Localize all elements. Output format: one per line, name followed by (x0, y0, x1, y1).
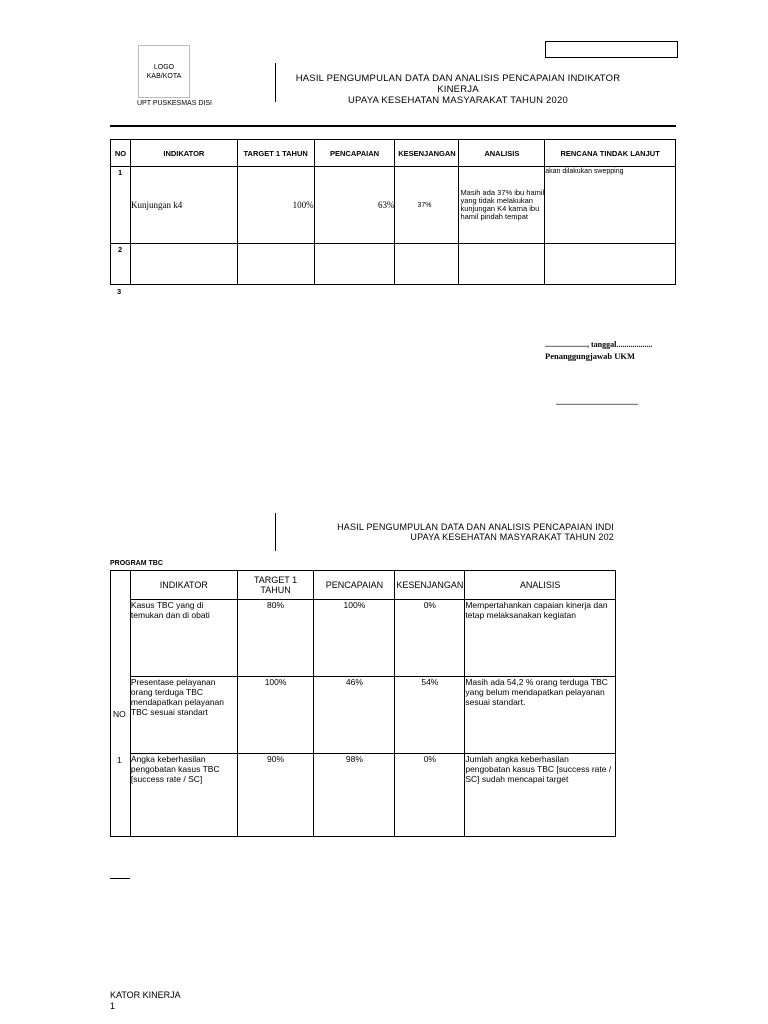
row-target: 100% (237, 677, 314, 754)
row-pencapaian: 63% (314, 167, 395, 244)
col-indikator: INDIKATOR (130, 571, 237, 600)
col-target: TARGET 1 TAHUN (237, 140, 314, 167)
top-right-box (545, 41, 678, 58)
table-header-row (111, 140, 676, 167)
program-label: PROGRAM TBC (110, 560, 163, 567)
col-no: NO (111, 140, 131, 167)
row-kesenjangan: 37% (395, 167, 459, 244)
row-target: 100% (237, 167, 314, 244)
col-rtl: RENCANA TINDAK LANJUT (545, 140, 676, 167)
trailing-row-no: 3 (117, 287, 122, 296)
title2-line1: HASIL PENGUMPULAN DATA DAN ANALISIS PENCAPAIAN INDI (337, 522, 614, 532)
row-target: 80% (237, 600, 314, 677)
logo-line1: LOGO (153, 63, 175, 71)
row-no: 2 (111, 244, 131, 285)
title-line1: HASIL PENGUMPULAN DATA DAN ANALISIS PENCAPAIAN INDIKATOR KINERJA (295, 73, 621, 95)
signature-name-line: ......................................... (556, 398, 638, 407)
col-pencapaian: PENCAPAIAN (314, 140, 395, 167)
col-indikator: INDIKATOR (130, 140, 237, 167)
table-row (111, 677, 616, 754)
row-kesenjangan: 0% (395, 600, 465, 677)
footer-line2: 1 (110, 1001, 116, 1011)
row-indikator: Kunjungan k4 (130, 167, 237, 244)
col-analisis: ANALISIS (465, 571, 616, 600)
row-indikator: Kasus TBC yang di temukan dan di obati (130, 600, 237, 677)
col-analisis: ANALISIS (459, 140, 545, 167)
footer-text (110, 990, 181, 1012)
row-kesenjangan (395, 244, 459, 285)
row-kesenjangan: 54% (395, 677, 465, 754)
row-indikator: Presentase pelayanan orang terduga TBC mendapatkan pelayanan TBC sesuai standart (130, 677, 237, 754)
row-pencapaian (314, 244, 395, 285)
header-divider-2 (275, 513, 276, 551)
header-divider (275, 63, 276, 102)
logo-line2: KAB/KOTA (146, 72, 182, 80)
title2-line2: UPAYA KESEHATAN MASYARAKAT TAHUN 202 (410, 532, 614, 542)
row-pencapaian: 100% (314, 600, 395, 677)
table-row (111, 167, 676, 244)
title-line2: UPAYA KESEHATAN MASYARAKAT TAHUN 2020 (348, 95, 568, 106)
indikator-table-2 (110, 570, 616, 837)
logo-placeholder (138, 45, 190, 98)
row-target: 90% (237, 754, 314, 837)
row-pencapaian: 46% (314, 677, 395, 754)
table-row (111, 600, 616, 677)
row-rtl: akan dilakukan swepping (545, 167, 676, 244)
row-analisis (459, 244, 545, 285)
place-date: ....................., tanggal.................. (545, 340, 653, 349)
page-title-2 (282, 522, 614, 542)
row-analisis: Jumlah angka keberhasilan pengobatan kasus TBC [success rate / SC] sudah mencapai target (465, 754, 616, 837)
col-kesenjangan: KESENJANGAN (395, 140, 459, 167)
row-analisis: Masih ada 54,2 % orang terduga TBC yang belum mendapatkan pelayanan sesuai standart. (465, 677, 616, 754)
col-pencapaian: PENCAPAIAN (314, 571, 395, 600)
table-header-row (111, 571, 616, 600)
table-row (111, 244, 676, 285)
short-rule (110, 878, 130, 879)
col-target: TARGET 1 TAHUN (237, 571, 314, 600)
row-pencapaian: 98% (314, 754, 395, 837)
row-no: 1 (111, 167, 131, 244)
no-label: NO (113, 709, 126, 719)
page-title (278, 73, 638, 106)
row-kesenjangan: 0% (395, 754, 465, 837)
header-rule (110, 125, 676, 127)
row-analisis: Masih ada 37% ibu hamil yang tidak melakukan kunjungan K4 karna ibu hamil pindah tempat (459, 167, 545, 244)
row-target (237, 244, 314, 285)
signature-role: Penanggungjawab UKM (545, 351, 635, 361)
col-kesenjangan: KESENJANGAN (395, 571, 465, 600)
no-value: 1 (117, 755, 122, 765)
row-indikator (130, 244, 237, 285)
no-column (111, 571, 131, 837)
table-row (111, 754, 616, 837)
unit-name: UPT PUSKESMAS DISI (137, 100, 212, 107)
row-analisis: Mempertahankan capaian kinerja dan tetap melaksanakan kegiatan (465, 600, 616, 677)
indikator-table-1 (110, 139, 676, 285)
row-rtl (545, 244, 676, 285)
footer-line1: KATOR KINERJA (110, 990, 181, 1000)
row-indikator: Angka keberhasilan pengobatan kasus TBC [success rate / SC] (130, 754, 237, 837)
